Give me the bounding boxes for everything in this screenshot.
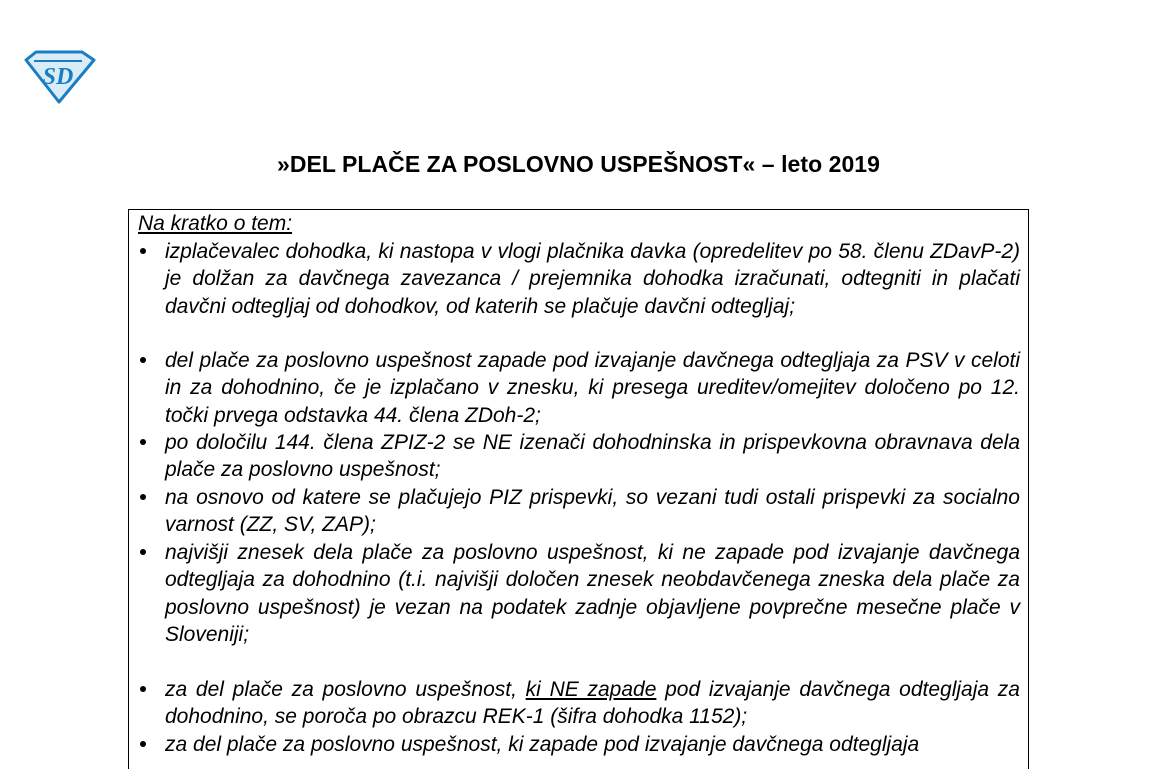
summary-heading: Na kratko o tem: <box>138 212 293 235</box>
underlined-emphasis: ki NE zapade <box>525 678 657 701</box>
list-item: po določilu 144. člena ZPIZ-2 se NE izenači dohodninska in prispevkovna obravnava dela plače za poslovno uspešnost; <box>165 429 1020 484</box>
sd-shield-logo-icon <box>22 50 96 104</box>
document-title: »DEL PLAČE ZA POSLOVNO USPEŠNOST« – leto 2019 <box>277 151 880 177</box>
list-item <box>165 676 1020 731</box>
list-item: del plače za poslovno uspešnost zapade pod izvajanje davčnega odtegljaja za PSV v celoti in za dohodnino, če je izplačano v znesku, ki presega ureditev/omejitev določeno po 12. točki prvega odstavka 44. člena ZDoh-2; <box>165 347 1020 429</box>
list-item-text: za del plače za poslovno uspešnost, <box>165 678 526 701</box>
list-item: najvišji znesek dela plače za poslovno uspešnost, ki ne zapade pod izvajanje davčnega odtegljaja za dohodnino (t.i. najvišji določen znesek neobdavčenega zneska dela plače za poslovno uspešnost) je vezan na podatek zadnje objavljene povprečne mesečne plače v Sloveniji; <box>165 539 1020 648</box>
logo-lettering: SD <box>42 64 74 90</box>
list-item: za del plače za poslovno uspešnost, ki zapade pod izvajanje davčnega odtegljaja <box>165 731 1020 758</box>
list-item-text: pod izvajanje davčnega odtegljaja za dohodnino, se poroča po obrazcu REK-1 (šifra dohodka 1152); <box>165 678 1020 729</box>
list-item: na osnovo od katere se plačujejo PIZ prispevki, so vezani tudi ostali prispevki za socialno varnost (ZZ, SV, ZAP); <box>165 484 1020 539</box>
list-item: izplačevalec dohodka, ki nastopa v vlogi plačnika davka (opredelitev po 58. členu ZDavP-2) je dolžan za davčnega zavezanca / prejemnika dohodka izračunati, odtegniti in plačati davčni odtegljaj od dohodkov, od katerih se plačuje davčni odtegljaj; <box>165 238 1020 320</box>
